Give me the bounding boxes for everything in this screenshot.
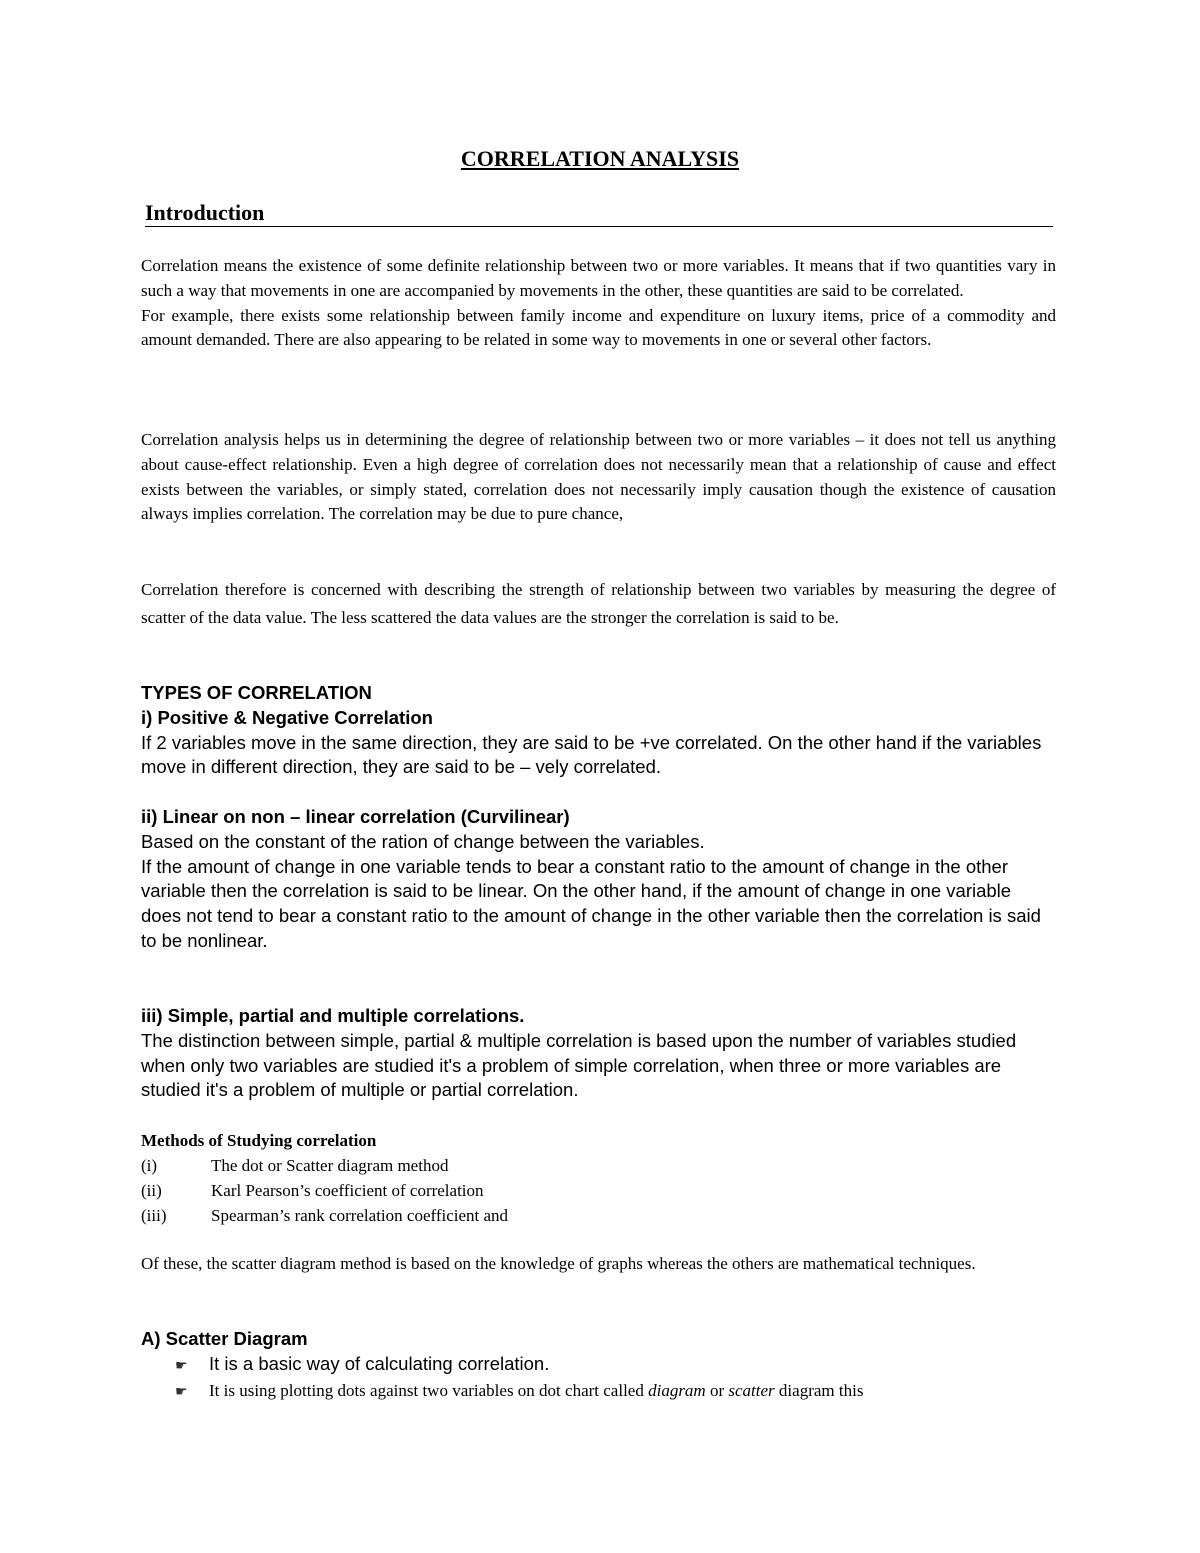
methods-note: Of these, the scatter diagram method is based on the knowledge of graphs whereas the others are mathematical techniques. [141,1254,976,1273]
list-item-text: Karl Pearson’s coefficient of correlation [211,1181,484,1200]
intro-paragraph-4: Correlation therefore is concerned with describing the strength of relationship between two variables by measuring the degree of scatter of the data value. The less scattered the data values are the stronger the correlation is said to be. [141,580,1056,627]
bullet-text-part: or [705,1381,729,1400]
bullet-text [209,1378,1056,1403]
list-item-text: Spearman’s rank correlation coefficient and [211,1206,509,1225]
simple-partial-text: The distinction between simple, partial & multiple correlation is based upon the number of variables studied when only two variables are studied it's a problem of simple correlation, when three or more variables are studied it's a problem of multiple or partial correlation. [141,1029,1017,1101]
intro-section [141,254,1056,353]
pointing-hand-icon: ☛ [175,1357,188,1373]
simple-partial-section [141,1004,1056,1103]
intro-paragraph-3: Correlation analysis helps us in determining the degree of relationship between two or more variables – it does not tell us anything about cause-effect relationship. Even a high degree of correlation does not necessarily mean that a relationship of cause and effect exists between the variables, or simply stated, correlation does not necessarily imply causation though the existence of causation always implies correlation. The correlation may be due to pure chance, [141,430,1056,524]
list-item [141,1378,1056,1405]
pointing-hand-icon: ☛ [175,1385,188,1400]
list-item [141,1351,1056,1378]
methods-heading: Methods of Studying correlation [141,1131,377,1150]
linear-heading: ii) Linear on non – linear correlation (Curvilinear) [141,806,570,827]
linear-text-2: If the amount of change in one variable tends to bear a constant ratio to the amount of change in the other variable then the correlation is said to be linear. On the other hand, if the amount of change in one variable does not tend to bear a constant ratio to the amount of change in the other variable then the correlation is said to be nonlinear. [141,855,1041,951]
scatter-heading: A) Scatter Diagram [141,1328,308,1349]
linear-section [141,805,1056,954]
introduction-heading: Introduction [145,200,1053,227]
positive-negative-text: If 2 variables move in the same direction, they are said to be +ve correlated. On the other hand if the variables move in different direction, they are said to be – vely correlated. [141,731,1042,778]
linear-text-1: Based on the constant of the ration of change between the variables. [141,830,705,852]
bullet-text-italic: diagram [648,1381,706,1400]
list-item [141,1203,1056,1228]
bullet-text-part: diagram this [774,1381,864,1400]
list-item-text: The dot or Scatter diagram method [211,1156,449,1175]
bullet-text-italic: scatter [728,1381,775,1400]
intro-paragraph-1: Correlation means the existence of some definite relationship between two or more variables. It means that if two quantities vary in such a way that movements in one are accompanied by movements in the other, these quantities are said to be correlated. [141,256,1056,300]
list-item [141,1178,1056,1203]
bullet-text-part: It is using plotting dots against two variables on dot chart called [209,1381,649,1400]
simple-partial-heading: iii) Simple, partial and multiple correlations. [141,1005,525,1026]
methods-section [141,1128,1056,1228]
page-title: CORRELATION ANALYSIS [460,146,740,171]
positive-negative-heading: i) Positive & Negative Correlation [141,706,433,728]
list-item [141,1153,1056,1178]
types-section [141,681,1056,780]
intro-paragraph-2: For example, there exists some relationship between family income and expenditure on luxury items, price of a commodity and amount demanded. There are also appearing to be related in some way to movements in one or several other factors. [141,305,1056,350]
list-item-number: (i) [141,1156,158,1175]
scatter-section [141,1326,1056,1405]
bullet-text: It is a basic way of calculating correlation. [209,1353,550,1374]
list-item-number: (iii) [141,1206,167,1225]
types-heading: TYPES OF CORRELATION [141,682,372,703]
list-item-number: (ii) [141,1181,162,1200]
